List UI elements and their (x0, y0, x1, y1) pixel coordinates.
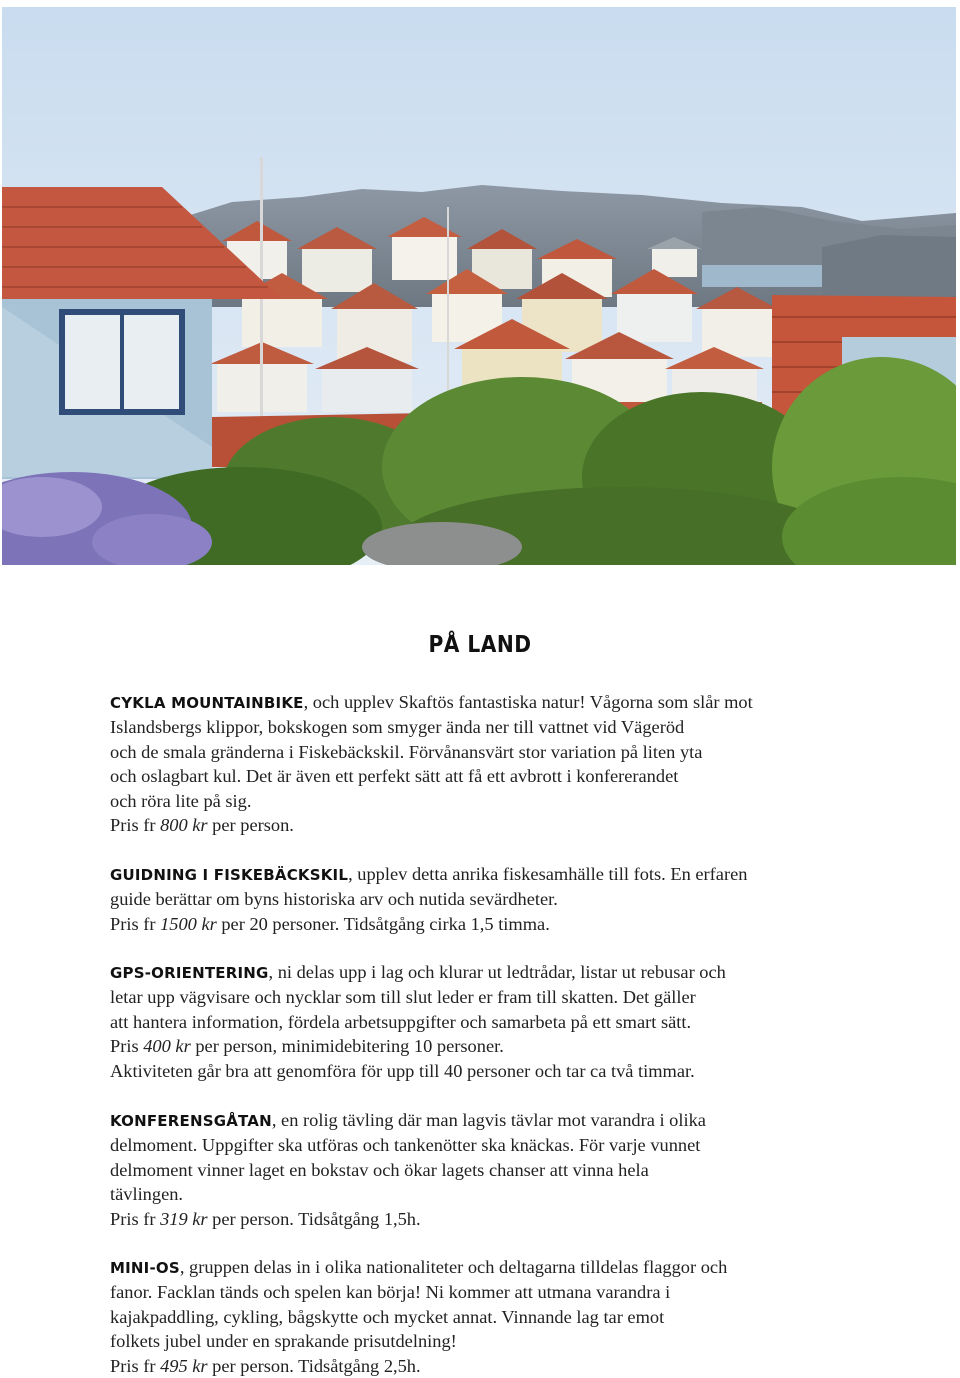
activity-intro: , ni delas upp i lag och klurar ut ledtrådar, listar ut rebusar och (268, 962, 726, 982)
price-amount: 400 kr (143, 1036, 191, 1057)
price-suffix: per person. Tidsåtgång 2,5h. (207, 1355, 421, 1376)
activity-intro: , och upplev Skaftös fantastiska natur! Vågorna som slår mot (303, 692, 753, 712)
activity-extra-line: Aktiviteten går bra att genomföra för upp till 40 personer och tar ca två timmar. (110, 1060, 695, 1081)
activity-first-line (110, 960, 850, 985)
price-amount: 319 kr (160, 1208, 208, 1229)
activity-name: GPS-ORIENTERING (110, 964, 269, 982)
price-suffix: per person, minimidebitering 10 personer. (190, 1036, 504, 1057)
activity-text-line: delmoment. Uppgifter ska utföras och tankenötter ska knäckas. För varje vunnet (110, 1135, 701, 1156)
activity-text-line: och röra lite på sig. (110, 790, 252, 811)
price-prefix: Pris fr (110, 913, 161, 934)
activity-first-line (110, 1255, 850, 1280)
price-prefix: Pris fr (110, 815, 161, 836)
activity-name: MINI-OS (110, 1259, 180, 1277)
activity-price-line (110, 912, 850, 936)
activity-text-line: och de smala gränderna i Fiskebäckskil. Förvånansvärt stor variation på liten yta (110, 741, 703, 762)
activity-mountainbike (110, 690, 850, 837)
activity-price-line (110, 813, 850, 837)
activity-text-line: tävlingen. (110, 1184, 184, 1205)
activity-text-line: att hantera information, fördela arbetsuppgifter och samarbeta på ett smart sätt. (110, 1011, 692, 1032)
price-prefix: Pris fr (110, 1208, 161, 1229)
activity-price-line (110, 1034, 850, 1058)
activity-intro: , en rolig tävling där man lagvis tävlar mot varandra i olika (271, 1110, 706, 1130)
activity-intro: , upplev detta anrika fiskesamhälle till fots. En erfaren (348, 864, 748, 884)
activity-text-line: fanor. Facklan tänds och spelen kan börja! Ni kommer att utmana varandra i (110, 1282, 671, 1303)
hero-photo-coastal-village (2, 7, 956, 565)
activity-text-line: Islandsbergs klippor, bokskogen som smyger ända ner till vattnet vid Vägeröd (110, 717, 685, 738)
activity-first-line (110, 690, 850, 715)
price-prefix: Pris fr (110, 1355, 161, 1376)
activity-text-line: kajakpaddling, cykling, bågskytte och mycket annat. Vinnande lag tar emot (110, 1306, 665, 1327)
page-title: PÅ LAND (428, 632, 532, 658)
price-suffix: per person. Tidsåtgång 1,5h. (207, 1208, 421, 1229)
activity-konferensgatan (110, 1108, 850, 1231)
activity-first-line (110, 1108, 850, 1133)
activity-text-line: delmoment vinner laget en bokstav och ökar lagets chanser att vinna hela (110, 1159, 649, 1180)
activity-price-line (110, 1207, 850, 1231)
price-suffix: per 20 personer. Tidsåtgång cirka 1,5 timma. (216, 913, 550, 934)
activity-gps-orientering (110, 960, 850, 1083)
activity-text-line: och oslagbart kul. Det är även ett perfekt sätt att få ett avbrott i konfererandet (110, 766, 679, 787)
activity-name: KONFERENSGÅTAN (110, 1112, 272, 1130)
price-suffix: per person. (207, 815, 294, 836)
price-amount: 1500 kr (160, 913, 217, 934)
activity-text-line: guide berättar om byns historiska arv och nutida sevärdheter. (110, 889, 558, 910)
activity-name: CYKLA MOUNTAINBIKE (110, 694, 304, 712)
activity-intro: , gruppen delas in i olika nationaliteter och deltagarna tilldelas flaggor och (179, 1257, 728, 1277)
activity-mini-os (110, 1255, 850, 1378)
activity-price-line (110, 1354, 850, 1378)
activity-first-line (110, 862, 850, 887)
activity-name: GUIDNING I FISKEBÄCKSKIL (110, 866, 349, 884)
activity-guidning (110, 862, 850, 936)
price-prefix: Pris (110, 1036, 144, 1057)
activity-text-line: folkets jubel under en sprakande prisutdelning! (110, 1331, 457, 1352)
price-amount: 800 kr (160, 815, 208, 836)
activity-text-line: letar upp vägvisare och nycklar som till slut leder er fram till skatten. Det gäller (110, 987, 696, 1008)
price-amount: 495 kr (160, 1355, 208, 1376)
